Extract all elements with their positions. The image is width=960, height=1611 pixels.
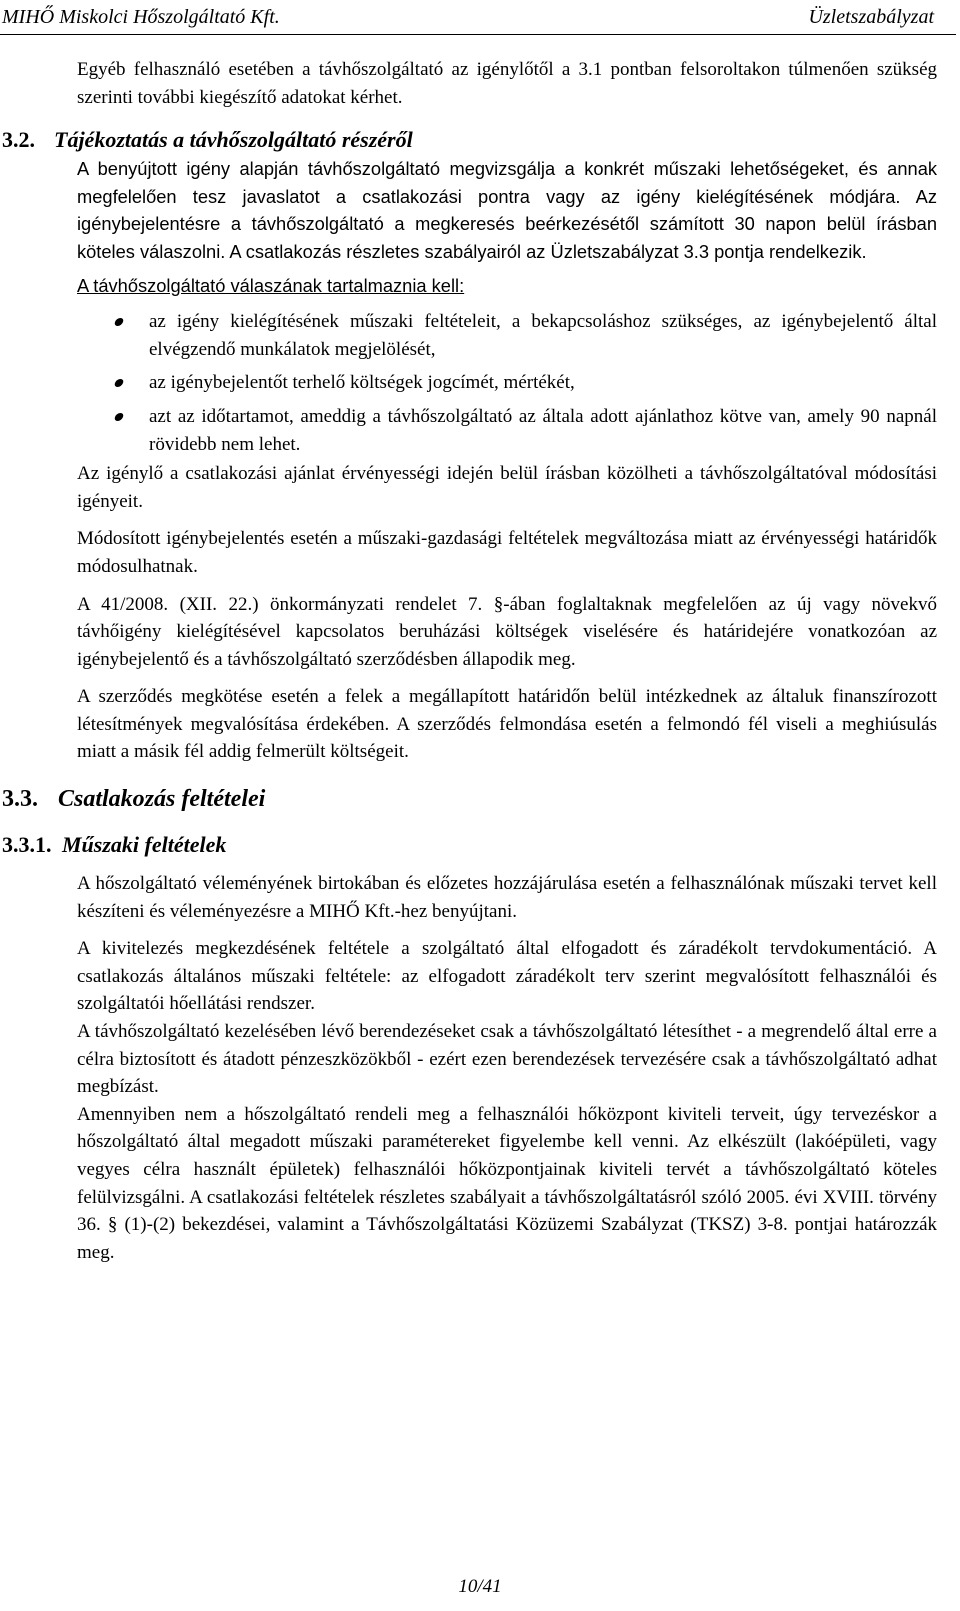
- header-doc-title: Üzletszabályzat: [808, 6, 934, 28]
- page-header: [0, 4, 956, 35]
- section-3-2-heading: [2, 125, 937, 155]
- section-title: Tájékoztatás a távhőszolgáltató részéről: [54, 127, 413, 153]
- section-3-3-1-paragraph-2: A kivitelezés megkezdésének feltétele a szolgáltató által elfogadott és záradékolt tervdokumentáció. A csatlakozás általános műszaki feltétele: az elfogadott záradékolt terv szerint megvalósított felhasználói és szolgáltatói hőellátási rendszer.: [77, 938, 937, 1015]
- response-requirements-list: [77, 308, 937, 458]
- section-3-2-paragraph-5: A szerződés megkötése esetén a felek a megállapított határidőn belül intézkednek az általuk finanszírozott létesítmények megvalósítása érdekében. A szerződés felmondása esetén a felmondó fél viseli a meghiúsulás miatt a másik fél addig felmerült költségeit.: [77, 686, 937, 763]
- list-item: azt az időtartamot, ameddig a távhőszolgáltató az általa adott ajánlathoz kötve van, amely 90 napnál rövidebb nem lehet.: [77, 403, 937, 458]
- section-3-3-1-paragraph-1: A hőszolgáltató véleményének birtokában és előzetes hozzájárulása esetén a felhasználónak műszaki tervet kell készíteni és véleményezésre a MIHŐ Kft.-hez benyújtani.: [77, 873, 937, 922]
- section-3-2-paragraph-4: A 41/2008. (XII. 22.) önkormányzati rendelet 7. §-ában foglaltaknak megfelelően az új vagy növekvő távhőigény kielégítésével kapcsolatos beruházási költségek viselésére és határidejére vonatkozóan az igénybejelentő és a távhőszolgáltató szerződésben állapodik meg.: [77, 593, 937, 670]
- intro-paragraph: Egyéb felhasználó esetében a távhőszolgáltató az igénylőtől a 3.1 pontban felsoroltakon túlmenően szükség szerinti további kiegészítő adatokat kérhet.: [77, 59, 937, 108]
- section-title: Csatlakozás feltételei: [58, 786, 266, 813]
- header-company: MIHŐ Miskolci Hőszolgáltató Kft.: [2, 6, 280, 28]
- list-item: az igénybejelentőt terhelő költségek jogcímét, mértékét,: [77, 369, 937, 397]
- section-3-3-heading: [2, 784, 937, 814]
- bullet-icon: [114, 413, 125, 421]
- list-item: az igény kielégítésének műszaki feltételeit, a bekapcsoláshoz szükséges, az igénybejelentő által elvégzendő munkálatok megjelölését,: [77, 308, 937, 363]
- section-3-3-1-paragraph-3: A távhőszolgáltató kezelésében lévő berendezéseket csak a távhőszolgáltató létesíthet - a megrendelő által erre a célra biztosított és átadott pénzeszközökből - ezért ezen berendezések tervezésére csak a távhőszolgáltató adhat megbízást.: [77, 1021, 937, 1098]
- page-number: 10/41: [458, 1576, 502, 1597]
- document-body: [2, 56, 937, 1266]
- section-3-2-paragraph-2: Az igénylő a csatlakozási ajánlat érvényességi idején belül írásban közölheti a távhőszolgáltatóval módosítási igényeit.: [77, 463, 937, 512]
- section-number: 3.3.1.: [2, 832, 52, 858]
- section-title: Műszaki feltételek: [62, 832, 227, 858]
- response-list-intro: A távhőszolgáltató válaszának tartalmaznia kell:: [77, 274, 465, 296]
- section-number: 3.3.: [2, 786, 38, 813]
- section-3-2-paragraph-3: Módosított igénybejelentés esetén a műszaki-gazdasági feltételek megváltozása miatt az érvényességi határidők módosulhatnak.: [77, 528, 937, 577]
- bullet-icon: [114, 318, 125, 326]
- section-number: 3.2.: [2, 127, 35, 153]
- section-3-3-1-paragraph-4: Amennyiben nem a hőszolgáltató rendeli meg a felhasználói hőközpont kiviteli terveit, úgy tervezéskor a hőszolgáltató által megadott műszaki paramétereket figyelembe kell venni. Az elkészült (lakóépületi, vagy vegyes célra használt épületek) felhasználói hőközpontjainak kiviteli tervét a távhőszolgáltató köteles felülvizsgálni. A csatlakozási feltételek részletes szabályait a távhőszolgáltatásról szóló 2005. évi XVIII. törvény 36. § (1)-(2) bekezdései, valamint a Távhőszolgáltatási Közüzemi Szabályzat (TKSZ) 3-8. pontjai határozzák meg.: [77, 1103, 937, 1263]
- bullet-icon: [114, 379, 125, 387]
- section-3-2-paragraph-1: A benyújtott igény alapján távhőszolgáltató megvizsgálja a konkrét műszaki lehetőségeket, és annak megfelelően tesz javaslatot a csatlakozási pontra vagy az igény kielégítésének módjára. Az igénybejelentésre a távhőszolgáltató a megkeresés beérkezésétől számított 30 napon belül írásban köteles válaszolni. A csatlakozás részletes szabályairól az Üzletszabályzat 3.3 pontja rendelkezik.: [77, 158, 937, 262]
- section-3-3-1-heading: [2, 830, 937, 860]
